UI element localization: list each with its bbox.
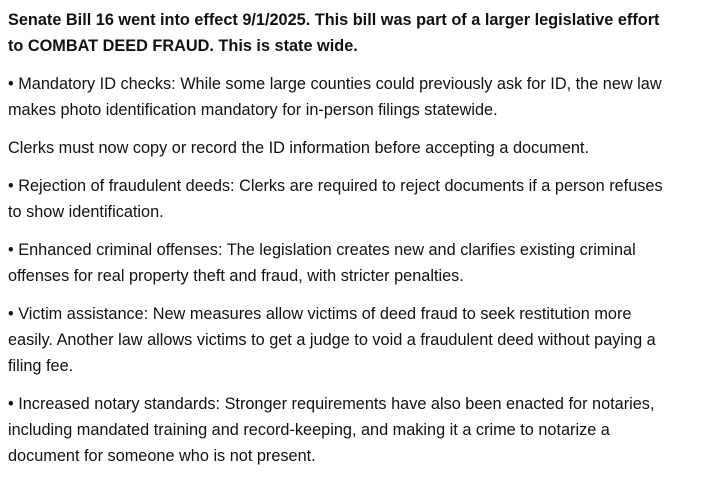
text-line: to show identification. <box>8 203 164 221</box>
paragraph-victim-assistance <box>8 301 720 379</box>
heading-paragraph <box>8 7 720 59</box>
text-line: filing fee. <box>8 357 74 375</box>
paragraph-mandatory-id-checks <box>8 71 720 123</box>
heading-line: Senate Bill 16 went into effect 9/1/2025. This bill was part of a larger legislative effort <box>8 11 660 29</box>
text-line: • Increased notary standards: Stronger requirements have also been enacted for notaries, <box>8 395 655 413</box>
paragraph-clerks-record-id <box>8 135 720 161</box>
text-line: easily. Another law allows victims to get a judge to void a fraudulent deed without paying a <box>8 331 656 349</box>
paragraph-rejection-of-fraudulent-deeds <box>8 173 720 225</box>
text-line: • Enhanced criminal offenses: The legislation creates new and clarifies existing criminal <box>8 241 636 259</box>
text-line: • Mandatory ID checks: While some large counties could previously ask for ID, the new law <box>8 75 662 93</box>
document-body <box>8 7 720 481</box>
paragraph-increased-notary-standards <box>8 391 720 469</box>
text-line: • Rejection of fraudulent deeds: Clerks are required to reject documents if a person refuses <box>8 177 663 195</box>
text-line: makes photo identification mandatory for in-person filings statewide. <box>8 101 498 119</box>
text-line: • Victim assistance: New measures allow victims of deed fraud to seek restitution more <box>8 305 632 323</box>
paragraph-enhanced-criminal-offenses <box>8 237 720 289</box>
heading-line: to COMBAT DEED FRAUD. This is state wide. <box>8 37 358 55</box>
text-line: document for someone who is not present. <box>8 447 316 465</box>
text-line: Clerks must now copy or record the ID information before accepting a document. <box>8 139 589 157</box>
text-line: offenses for real property theft and fraud, with stricter penalties. <box>8 267 464 285</box>
text-line: including mandated training and record-keeping, and making it a crime to notarize a <box>8 421 610 439</box>
